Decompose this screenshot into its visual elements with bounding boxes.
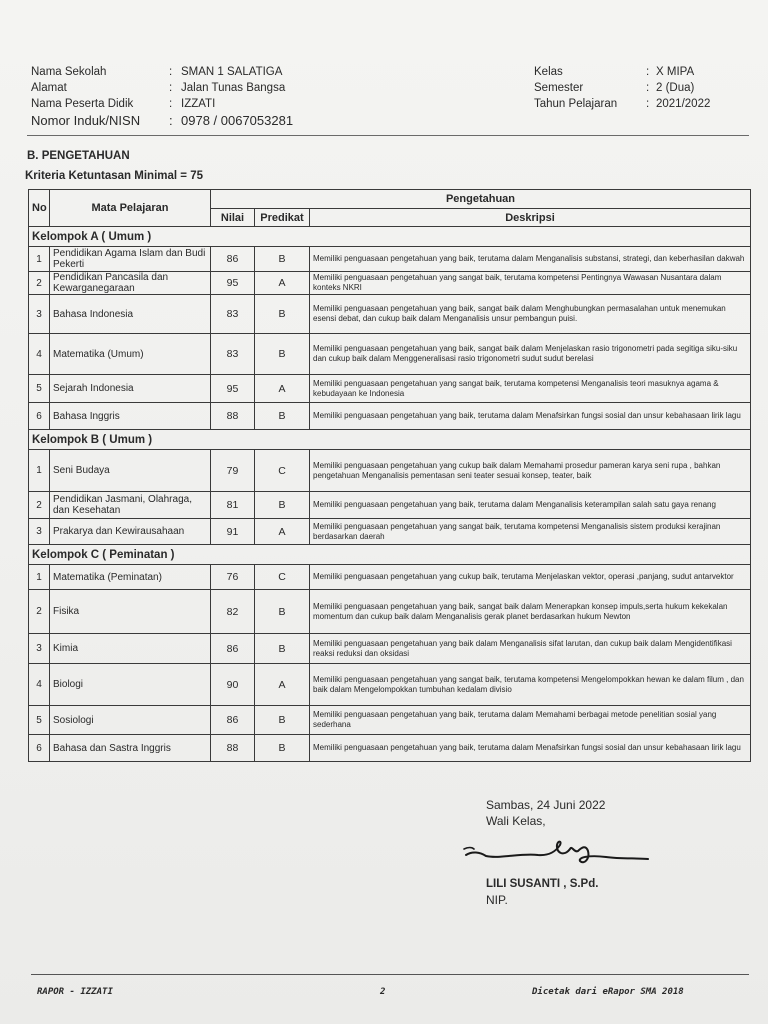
score: 82 xyxy=(211,590,255,634)
subject-row xyxy=(29,334,751,375)
info-row-year: Tahun Pelajaran : 2021/2022 xyxy=(534,98,711,110)
subject-row xyxy=(29,634,751,664)
section-title: B. PENGETAHUAN xyxy=(27,150,130,162)
grades-body xyxy=(29,227,751,762)
row-number: 3 xyxy=(29,634,50,664)
row-number: 4 xyxy=(29,664,50,706)
predicate: B xyxy=(255,634,310,664)
subject-name: Prakarya dan Kewirausahaan xyxy=(50,519,211,545)
info-row-student-name: Nama Peserta Didik : IZZATI xyxy=(31,98,216,110)
subject-row xyxy=(29,565,751,590)
group-row xyxy=(29,545,751,565)
predicate: C xyxy=(255,450,310,492)
group-row xyxy=(29,227,751,247)
handwritten-signature xyxy=(460,835,650,871)
predicate: A xyxy=(255,272,310,295)
subject-row xyxy=(29,664,751,706)
info-label: Tahun Pelajaran xyxy=(534,98,618,110)
score: 83 xyxy=(211,295,255,334)
row-number: 6 xyxy=(29,403,50,430)
subject-name: Bahasa dan Sastra Inggris xyxy=(50,735,211,762)
info-row-address: Alamat : Jalan Tunas Bangsa xyxy=(31,82,286,94)
row-number: 4 xyxy=(29,334,50,375)
info-row-nisn: Nomor Induk/NISN : 0978 / 0067053281 xyxy=(31,113,294,128)
kkm-label: Kriteria Ketuntasan Minimal = 75 xyxy=(25,170,203,182)
description: Memiliki penguasaan pengetahuan yang sangat baik, terutama kompetensi Menganalisis teori masuknya agama & kebudayaan ke Indonesia xyxy=(310,375,751,403)
subject-name: Fisika xyxy=(50,590,211,634)
info-label: Kelas xyxy=(534,66,563,78)
subject-row xyxy=(29,735,751,762)
header-description: Deskripsi xyxy=(310,209,751,227)
subject-row xyxy=(29,519,751,545)
row-number: 3 xyxy=(29,519,50,545)
predicate: B xyxy=(255,706,310,735)
description: Memiliki penguasaan pengetahuan yang baik, sangat baik dalam Menjelaskan rasio trigonometri pada segitiga siku-siku dan cukup baik dalam Menggeneralisasi rasio trigonometri sudut sudut berelasi xyxy=(310,334,751,375)
row-number: 1 xyxy=(29,450,50,492)
subject-name: Sosiologi xyxy=(50,706,211,735)
row-number: 1 xyxy=(29,247,50,272)
header-knowledge: Pengetahuan xyxy=(211,190,751,209)
row-number: 3 xyxy=(29,295,50,334)
row-number: 2 xyxy=(29,272,50,295)
place-date: Sambas, 24 Juni 2022 xyxy=(486,798,606,812)
description: Memiliki penguasaan pengetahuan yang cukup baik, terutama Menjelaskan vektor, operasi ,panjang, sudut antarvektor xyxy=(310,565,751,590)
row-number: 2 xyxy=(29,590,50,634)
subject-row xyxy=(29,492,751,519)
header-divider xyxy=(27,135,749,136)
predicate: B xyxy=(255,334,310,375)
description: Memiliki penguasaan pengetahuan yang baik dalam Menganalisis sifat larutan, dan cukup baik dalam Mengidentifikasi reaksi reduksi dan oksidasi xyxy=(310,634,751,664)
info-label: Nama Peserta Didik xyxy=(31,98,134,110)
score: 76 xyxy=(211,565,255,590)
group-title: Kelompok B ( Umum ) xyxy=(29,430,751,450)
description: Memiliki penguasaan pengetahuan yang sangat baik, terutama kompetensi Pentingnya Wawasan Nusantara dalam konteks NKRI xyxy=(310,272,751,295)
row-number: 5 xyxy=(29,375,50,403)
info-row-school: Nama Sekolah : SMAN 1 SALATIGA xyxy=(31,66,283,78)
header-no: No xyxy=(29,190,50,227)
subject-name: Pendidikan Agama Islam dan Budi Pekerti xyxy=(50,247,211,272)
group-row xyxy=(29,430,751,450)
row-number: 5 xyxy=(29,706,50,735)
description: Memiliki penguasaan pengetahuan yang baik, sangat baik dalam Menghubungkan permasalahan untuk menemukan esensi debat, dan cukup baik dalam Menganalisis unsur pembangun puisi. xyxy=(310,295,751,334)
predicate: B xyxy=(255,295,310,334)
info-label: Semester xyxy=(534,82,584,94)
score: 88 xyxy=(211,403,255,430)
predicate: C xyxy=(255,565,310,590)
info-value: 2 (Dua) xyxy=(656,82,695,94)
score: 95 xyxy=(211,375,255,403)
predicate: B xyxy=(255,403,310,430)
subject-name: Sejarah Indonesia xyxy=(50,375,211,403)
score: 79 xyxy=(211,450,255,492)
description: Memiliki penguasaan pengetahuan yang sangat baik, terutama kompetensi Mengelompokkan hewan ke dalam filum , dan baik dalam Mengelompokkan tumbuhan kedalam divisio xyxy=(310,664,751,706)
subject-name: Matematika (Umum) xyxy=(50,334,211,375)
subject-row xyxy=(29,403,751,430)
subject-row xyxy=(29,295,751,334)
predicate: B xyxy=(255,735,310,762)
group-title: Kelompok A ( Umum ) xyxy=(29,227,751,247)
subject-row xyxy=(29,375,751,403)
score: 86 xyxy=(211,247,255,272)
predicate: B xyxy=(255,247,310,272)
info-row-class: Kelas : X MIPA xyxy=(534,66,695,78)
info-value: IZZATI xyxy=(181,98,216,110)
footer-page-number: 2 xyxy=(380,987,386,997)
subject-name: Seni Budaya xyxy=(50,450,211,492)
description: Memiliki penguasaan pengetahuan yang baik, terutama dalam Memahami berbagai metode penelitian sosial yang sederhana xyxy=(310,706,751,735)
predicate: A xyxy=(255,375,310,403)
info-label: Nomor Induk/NISN xyxy=(31,113,141,128)
subject-row xyxy=(29,706,751,735)
row-number: 2 xyxy=(29,492,50,519)
info-value: 0978 / 0067053281 xyxy=(181,113,294,128)
score: 83 xyxy=(211,334,255,375)
info-label: Nama Sekolah xyxy=(31,66,107,78)
row-number: 6 xyxy=(29,735,50,762)
info-label: Alamat xyxy=(31,82,67,94)
subject-row xyxy=(29,590,751,634)
subject-row xyxy=(29,272,751,295)
subject-name: Bahasa Inggris xyxy=(50,403,211,430)
signer-name: LILI SUSANTI , S.Pd. xyxy=(486,878,599,890)
description: Memiliki penguasaan pengetahuan yang baik, terutama dalam Menafsirkan fungsi sosial dan unsur kebahasaan lirik lagu xyxy=(310,403,751,430)
row-number: 1 xyxy=(29,565,50,590)
class-info xyxy=(534,64,710,112)
predicate: B xyxy=(255,492,310,519)
score: 91 xyxy=(211,519,255,545)
info-row-semester: Semester : 2 (Dua) xyxy=(534,82,695,94)
info-value: Jalan Tunas Bangsa xyxy=(181,82,286,94)
subject-name: Kimia xyxy=(50,634,211,664)
subject-name: Pendidikan Jasmani, Olahraga, dan Kesehatan xyxy=(50,492,211,519)
subject-name: Biologi xyxy=(50,664,211,706)
subject-name: Matematika (Peminatan) xyxy=(50,565,211,590)
student-info xyxy=(31,64,293,130)
predicate: A xyxy=(255,519,310,545)
score: 86 xyxy=(211,706,255,735)
footer-print-note: Dicetak dari eRapor SMA 2018 xyxy=(532,987,684,997)
score: 95 xyxy=(211,272,255,295)
info-value: X MIPA xyxy=(656,66,695,78)
header-subject: Mata Pelajaran xyxy=(50,190,211,227)
info-value: 2021/2022 xyxy=(656,98,711,110)
description: Memiliki penguasaan pengetahuan yang baik, terutama dalam Menganalisis substansi, strategi, dan keberhasilan dakwah xyxy=(310,247,751,272)
predicate: B xyxy=(255,590,310,634)
description: Memiliki penguasaan pengetahuan yang baik, terutama dalam Menganalisis keterampilan salah satu gaya renang xyxy=(310,492,751,519)
footer-divider xyxy=(31,974,749,975)
footer-report-name: RAPOR - IZZATI xyxy=(37,987,113,997)
subject-name: Pendidikan Pancasila dan Kewarganegaraan xyxy=(50,272,211,295)
description: Memiliki penguasaan pengetahuan yang baik, terutama dalam Menafsirkan fungsi sosial dan unsur kebahasaan lirik lagu xyxy=(310,735,751,762)
subject-name: Bahasa Indonesia xyxy=(50,295,211,334)
score: 88 xyxy=(211,735,255,762)
group-title: Kelompok C ( Peminatan ) xyxy=(29,545,751,565)
signer-nip: NIP. xyxy=(486,893,508,907)
predicate: A xyxy=(255,664,310,706)
description: Memiliki penguasaan pengetahuan yang baik, sangat baik dalam Menerapkan konsep impuls,serta hukum kekekalan momentum dan cukup baik dalam Menganalisis gerak planet berdasarkan hukum Newton xyxy=(310,590,751,634)
score: 90 xyxy=(211,664,255,706)
signer-role: Wali Kelas, xyxy=(486,814,546,828)
header-predicate: Predikat xyxy=(255,209,310,227)
description: Memiliki penguasaan pengetahuan yang cukup baik dalam Memahami prosedur pameran karya seni rupa , bahkan pengetahuan Menganalisis pementasan seni teater sesuai konsep, teater, baik xyxy=(310,450,751,492)
score: 81 xyxy=(211,492,255,519)
info-value: SMAN 1 SALATIGA xyxy=(181,66,283,78)
subject-row xyxy=(29,247,751,272)
header-score: Nilai xyxy=(211,209,255,227)
score: 86 xyxy=(211,634,255,664)
grades-table xyxy=(28,189,751,762)
subject-row xyxy=(29,450,751,492)
description: Memiliki penguasaan pengetahuan yang sangat baik, terutama kompetensi Menganalisis sistem produksi kerajinan berdasarkan daerah xyxy=(310,519,751,545)
